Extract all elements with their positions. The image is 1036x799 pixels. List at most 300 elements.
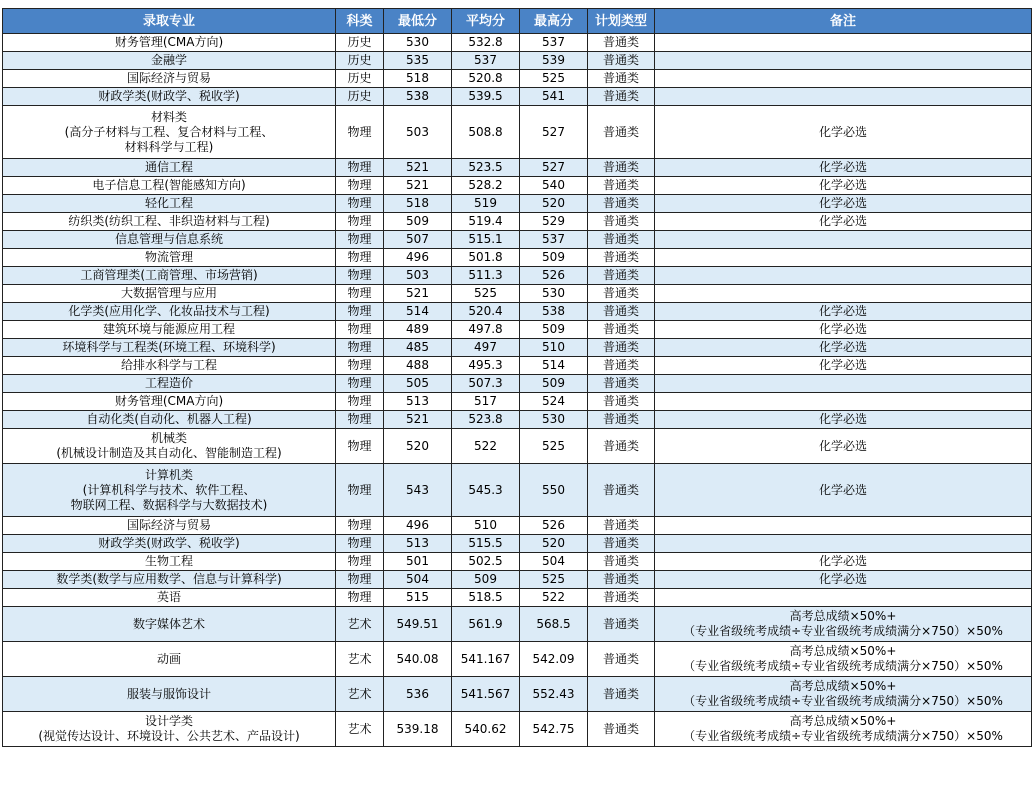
max-score-cell-text: 537: [542, 232, 565, 246]
plan-type-cell: [588, 303, 655, 321]
avg-score-cell-text: 510: [474, 518, 497, 532]
max-score-cell: [520, 159, 588, 177]
note-cell: [655, 231, 1032, 249]
plan-type-cell: [588, 411, 655, 429]
note-cell: [655, 177, 1032, 195]
table-row: [3, 411, 1032, 429]
major-cell: [3, 70, 336, 88]
note-cell: [655, 375, 1032, 393]
table-row: [3, 712, 1032, 747]
plan-type-cell: [588, 267, 655, 285]
major-cell-text: 动画: [156, 651, 181, 666]
major-cell-text: 数字媒体艺术: [132, 616, 205, 631]
min-score-cell-text: 539.18: [396, 721, 439, 736]
avg-score-cell-text: 518.5: [468, 590, 503, 604]
plan-type-cell-text: 普通类: [602, 214, 639, 228]
avg-score-cell: [452, 213, 520, 231]
category-cell: [336, 70, 384, 88]
max-score-cell: [520, 321, 588, 339]
avg-score-cell-text: 509: [474, 572, 497, 586]
table-row: [3, 303, 1032, 321]
max-score-cell: [520, 642, 588, 677]
table-row: [3, 159, 1032, 177]
max-score-cell: [520, 411, 588, 429]
min-score-cell: [384, 231, 452, 249]
category-cell: [336, 607, 384, 642]
major-cell: [3, 34, 336, 52]
major-cell: [3, 642, 336, 677]
plan-type-cell-text: 普通类: [602, 178, 639, 192]
major-cell: [3, 677, 336, 712]
min-score-cell: [384, 553, 452, 571]
plan-type-cell-text: 普通类: [602, 590, 639, 604]
category-cell-text: 物理: [347, 376, 372, 390]
avg-score-cell-text: 528.2: [468, 178, 503, 192]
max-score-cell: [520, 88, 588, 106]
min-score-cell: [384, 52, 452, 70]
max-score-cell: [520, 267, 588, 285]
max-score-cell: [520, 106, 588, 159]
major-cell: [3, 393, 336, 411]
major-cell: [3, 607, 336, 642]
plan-type-cell: [588, 321, 655, 339]
max-score-cell-text: 526: [542, 518, 565, 532]
category-cell: [336, 571, 384, 589]
note-cell: [655, 393, 1032, 411]
plan-type-cell-text: 普通类: [602, 572, 639, 586]
note-cell: [655, 712, 1032, 747]
major-cell-text: 金融学: [150, 53, 187, 67]
note-cell: [655, 464, 1032, 517]
max-score-cell: [520, 375, 588, 393]
plan-type-cell: [588, 607, 655, 642]
max-score-cell-text: 525: [542, 71, 565, 85]
major-cell: [3, 429, 336, 464]
note-cell: [655, 213, 1032, 231]
major-cell-text: 国际经济与贸易: [126, 71, 211, 85]
note-cell-text: 化学必选: [818, 482, 867, 497]
max-score-cell-text: 514: [542, 358, 565, 372]
table-row: [3, 464, 1032, 517]
max-score-cell-text: 527: [542, 124, 565, 139]
category-cell-text: 历史: [347, 53, 372, 67]
avg-score-cell-text: 520.4: [468, 304, 503, 318]
note-cell: [655, 34, 1032, 52]
category-cell: [336, 464, 384, 517]
avg-score-cell: [452, 429, 520, 464]
major-cell-text: 英语: [156, 590, 181, 604]
max-score-cell-text: 540: [542, 178, 565, 192]
avg-score-cell-text: 502.5: [468, 554, 503, 568]
min-score-cell-text: 521: [406, 178, 429, 192]
min-score-cell: [384, 642, 452, 677]
max-score-cell-text: 522: [542, 590, 565, 604]
avg-score-cell-text: 541.567: [460, 686, 511, 701]
avg-score-cell: [452, 267, 520, 285]
min-score-cell-text: 488: [406, 358, 429, 372]
category-cell: [336, 285, 384, 303]
table-row: [3, 339, 1032, 357]
header-max-score: 最高分: [520, 9, 588, 34]
min-score-cell-text: 496: [406, 250, 429, 264]
table-row: [3, 517, 1032, 535]
major-cell-text: 财务管理(CMA方向): [114, 35, 224, 49]
header-avg-score: 平均分: [452, 9, 520, 34]
major-cell-text: 服装与服饰设计: [126, 686, 211, 701]
plan-type-cell: [588, 375, 655, 393]
major-cell: [3, 267, 336, 285]
min-score-cell: [384, 429, 452, 464]
table-row: [3, 553, 1032, 571]
max-score-cell: [520, 393, 588, 411]
major-cell-text: 电子信息工程(智能感知方向): [92, 178, 246, 192]
avg-score-cell: [452, 70, 520, 88]
table-row: [3, 677, 1032, 712]
min-score-cell: [384, 393, 452, 411]
category-cell-text: 物理: [347, 412, 372, 426]
major-cell-text: 数学类(数学与应用数学、信息与计算科学): [56, 572, 282, 586]
major-cell-text: 设计学类 (视觉传达设计、环境设计、公共艺术、产品设计): [38, 714, 300, 743]
category-cell: [336, 553, 384, 571]
min-score-cell-text: 496: [406, 518, 429, 532]
plan-type-cell: [588, 589, 655, 607]
avg-score-cell: [452, 589, 520, 607]
max-score-cell-text: 526: [542, 268, 565, 282]
category-cell-text: 物理: [347, 482, 372, 497]
avg-score-cell-text: 501.8: [468, 250, 503, 264]
note-cell-text: 化学必选: [818, 412, 867, 426]
max-score-cell: [520, 677, 588, 712]
table-row: [3, 571, 1032, 589]
max-score-cell-text: 568.5: [536, 616, 571, 631]
category-cell: [336, 517, 384, 535]
note-cell: [655, 195, 1032, 213]
category-cell: [336, 303, 384, 321]
plan-type-cell-text: 普通类: [602, 376, 639, 390]
plan-type-cell-text: 普通类: [602, 35, 639, 49]
note-cell-text: 高考总成绩×50%+ （专业省级统考成绩÷专业省级统考成绩满分×750）×50%: [683, 714, 1003, 743]
max-score-cell: [520, 303, 588, 321]
note-cell-text: 化学必选: [818, 340, 867, 354]
plan-type-cell-text: 普通类: [602, 268, 639, 282]
plan-type-cell: [588, 249, 655, 267]
category-cell: [336, 106, 384, 159]
major-cell: [3, 571, 336, 589]
avg-score-cell: [452, 607, 520, 642]
avg-score-cell: [452, 177, 520, 195]
min-score-cell-text: 504: [406, 572, 429, 586]
avg-score-cell: [452, 321, 520, 339]
category-cell: [336, 642, 384, 677]
major-cell-text: 财务管理(CMA方向): [114, 394, 224, 408]
min-score-cell: [384, 177, 452, 195]
plan-type-cell-text: 普通类: [602, 438, 639, 453]
min-score-cell-text: 538: [406, 89, 429, 103]
plan-type-cell-text: 普通类: [602, 536, 639, 550]
min-score-cell: [384, 535, 452, 553]
header-plan-type: 计划类型: [588, 9, 655, 34]
major-cell: [3, 285, 336, 303]
min-score-cell-text: 520: [406, 438, 429, 453]
min-score-cell-text: 507: [406, 232, 429, 246]
min-score-cell-text: 521: [406, 160, 429, 174]
avg-score-cell-text: 508.8: [468, 124, 503, 139]
min-score-cell-text: 489: [406, 322, 429, 336]
major-cell-text: 给排水科学与工程: [120, 358, 217, 372]
table-row: [3, 213, 1032, 231]
major-cell: [3, 106, 336, 159]
plan-type-cell: [588, 285, 655, 303]
category-cell: [336, 195, 384, 213]
min-score-cell: [384, 464, 452, 517]
header-category: 科类: [336, 9, 384, 34]
plan-type-cell-text: 普通类: [602, 232, 639, 246]
major-cell: [3, 553, 336, 571]
plan-type-cell: [588, 159, 655, 177]
avg-score-cell: [452, 357, 520, 375]
min-score-cell-text: 536: [406, 686, 429, 701]
major-cell-text: 财政学类(财政学、税收学): [98, 89, 240, 103]
table-row: [3, 429, 1032, 464]
avg-score-cell: [452, 88, 520, 106]
min-score-cell-text: 503: [406, 124, 429, 139]
category-cell: [336, 159, 384, 177]
plan-type-cell-text: 普通类: [602, 554, 639, 568]
table-header-row: [3, 9, 1032, 34]
avg-score-cell: [452, 571, 520, 589]
min-score-cell: [384, 249, 452, 267]
table-row: [3, 195, 1032, 213]
avg-score-cell: [452, 34, 520, 52]
max-score-cell: [520, 339, 588, 357]
plan-type-cell-text: 普通类: [602, 124, 639, 139]
plan-type-cell: [588, 52, 655, 70]
min-score-cell: [384, 677, 452, 712]
note-cell: [655, 517, 1032, 535]
category-cell: [336, 34, 384, 52]
category-cell-text: 物理: [347, 590, 372, 604]
major-cell-text: 信息管理与信息系统: [114, 232, 223, 246]
category-cell-text: 艺术: [347, 651, 372, 666]
avg-score-cell-text: 497.8: [468, 322, 503, 336]
note-cell-text: 化学必选: [818, 572, 867, 586]
max-score-cell: [520, 231, 588, 249]
plan-type-cell: [588, 571, 655, 589]
min-score-cell: [384, 159, 452, 177]
note-cell-text: 化学必选: [818, 124, 867, 139]
avg-score-cell-text: 507.3: [468, 376, 503, 390]
min-score-cell: [384, 339, 452, 357]
avg-score-cell: [452, 195, 520, 213]
avg-score-cell: [452, 231, 520, 249]
major-cell: [3, 411, 336, 429]
min-score-cell: [384, 375, 452, 393]
plan-type-cell: [588, 464, 655, 517]
min-score-cell-text: 518: [406, 196, 429, 210]
note-cell: [655, 553, 1032, 571]
major-cell-text: 大数据管理与应用: [120, 286, 217, 300]
major-cell: [3, 339, 336, 357]
category-cell-text: 物理: [347, 160, 372, 174]
avg-score-cell-text: 539.5: [468, 89, 503, 103]
plan-type-cell: [588, 88, 655, 106]
major-cell-text: 自动化类(自动化、机器人工程): [86, 412, 252, 426]
max-score-cell-text: 541: [542, 89, 565, 103]
admission-score-table: [2, 8, 1032, 747]
avg-score-cell: [452, 339, 520, 357]
category-cell: [336, 429, 384, 464]
plan-type-cell: [588, 712, 655, 747]
max-score-cell: [520, 589, 588, 607]
max-score-cell-text: 509: [542, 322, 565, 336]
category-cell-text: 物理: [347, 214, 372, 228]
major-cell-text: 环境科学与工程类(环境工程、环境科学): [62, 340, 276, 354]
major-cell: [3, 213, 336, 231]
avg-score-cell: [452, 535, 520, 553]
category-cell-text: 物理: [347, 438, 372, 453]
category-cell: [336, 535, 384, 553]
category-cell: [336, 393, 384, 411]
avg-score-cell-text: 517: [474, 394, 497, 408]
max-score-cell-text: 539: [542, 53, 565, 67]
table-row: [3, 177, 1032, 195]
max-score-cell-text: 504: [542, 554, 565, 568]
avg-score-cell-text: 541.167: [460, 651, 511, 666]
max-score-cell-text: 509: [542, 250, 565, 264]
plan-type-cell: [588, 177, 655, 195]
plan-type-cell-text: 普通类: [602, 482, 639, 497]
avg-score-cell: [452, 249, 520, 267]
category-cell-text: 物理: [347, 554, 372, 568]
note-cell: [655, 106, 1032, 159]
avg-score-cell-text: 515.1: [468, 232, 503, 246]
max-score-cell: [520, 571, 588, 589]
major-cell: [3, 231, 336, 249]
plan-type-cell-text: 普通类: [602, 89, 639, 103]
min-score-cell-text: 540.08: [396, 651, 439, 666]
table-row: [3, 535, 1032, 553]
category-cell-text: 历史: [347, 35, 372, 49]
note-cell: [655, 642, 1032, 677]
category-cell-text: 物理: [347, 232, 372, 246]
avg-score-cell: [452, 677, 520, 712]
plan-type-cell: [588, 34, 655, 52]
note-cell: [655, 249, 1032, 267]
max-score-cell: [520, 429, 588, 464]
min-score-cell: [384, 712, 452, 747]
plan-type-cell: [588, 195, 655, 213]
major-cell-text: 纺织类(纺织工程、非织造材料与工程): [68, 214, 270, 228]
note-cell-text: 高考总成绩×50%+ （专业省级统考成绩÷专业省级统考成绩满分×750）×50%: [683, 679, 1003, 708]
category-cell-text: 历史: [347, 71, 372, 85]
category-cell-text: 物理: [347, 268, 372, 282]
category-cell-text: 艺术: [347, 721, 372, 736]
max-score-cell: [520, 285, 588, 303]
max-score-cell-text: 537: [542, 35, 565, 49]
note-cell: [655, 52, 1032, 70]
min-score-cell: [384, 607, 452, 642]
category-cell-text: 物理: [347, 358, 372, 372]
table-row: [3, 285, 1032, 303]
category-cell-text: 艺术: [347, 616, 372, 631]
max-score-cell-text: 510: [542, 340, 565, 354]
avg-score-cell-text: 522: [474, 438, 497, 453]
major-cell: [3, 357, 336, 375]
category-cell: [336, 712, 384, 747]
avg-score-cell: [452, 159, 520, 177]
note-cell: [655, 677, 1032, 712]
category-cell: [336, 357, 384, 375]
table-row: [3, 393, 1032, 411]
table-row: [3, 106, 1032, 159]
max-score-cell-text: 525: [542, 438, 565, 453]
min-score-cell-text: 513: [406, 536, 429, 550]
major-cell-text: 建筑环境与能源应用工程: [102, 322, 235, 336]
major-cell-text: 工商管理类(工商管理、市场营销): [80, 268, 258, 282]
min-score-cell-text: 505: [406, 376, 429, 390]
plan-type-cell-text: 普通类: [602, 250, 639, 264]
plan-type-cell-text: 普通类: [602, 322, 639, 336]
max-score-cell: [520, 70, 588, 88]
max-score-cell: [520, 195, 588, 213]
min-score-cell: [384, 88, 452, 106]
major-cell-text: 机械类 (机械设计制造及其自动化、智能制造工程): [56, 431, 282, 460]
category-cell: [336, 677, 384, 712]
max-score-cell: [520, 517, 588, 535]
min-score-cell: [384, 106, 452, 159]
avg-score-cell-text: 495.3: [468, 358, 503, 372]
category-cell: [336, 589, 384, 607]
major-cell-text: 计算机类 (计算机科学与技术、软件工程、 物联网工程、数据科学与大数据技术): [70, 467, 268, 512]
avg-score-cell-text: 515.5: [468, 536, 503, 550]
table-row: [3, 249, 1032, 267]
major-cell-text: 通信工程: [144, 160, 193, 174]
note-cell-text: 化学必选: [818, 304, 867, 318]
min-score-cell-text: 521: [406, 412, 429, 426]
avg-score-cell-text: 520.8: [468, 71, 503, 85]
note-cell: [655, 589, 1032, 607]
note-cell-text: 化学必选: [818, 196, 867, 210]
category-cell-text: 物理: [347, 394, 372, 408]
category-cell: [336, 411, 384, 429]
max-score-cell-text: 520: [542, 536, 565, 550]
category-cell-text: 物理: [347, 322, 372, 336]
major-cell: [3, 712, 336, 747]
min-score-cell: [384, 195, 452, 213]
min-score-cell-text: 515: [406, 590, 429, 604]
avg-score-cell: [452, 375, 520, 393]
table-row: [3, 607, 1032, 642]
table-row: [3, 88, 1032, 106]
max-score-cell-text: 530: [542, 286, 565, 300]
avg-score-cell-text: 545.3: [468, 482, 503, 497]
max-score-cell: [520, 607, 588, 642]
plan-type-cell-text: 普通类: [602, 651, 639, 666]
note-cell: [655, 159, 1032, 177]
min-score-cell: [384, 303, 452, 321]
plan-type-cell: [588, 231, 655, 249]
min-score-cell-text: 535: [406, 53, 429, 67]
avg-score-cell: [452, 642, 520, 677]
plan-type-cell: [588, 106, 655, 159]
avg-score-cell-text: 497: [474, 340, 497, 354]
plan-type-cell: [588, 677, 655, 712]
min-score-cell: [384, 589, 452, 607]
max-score-cell: [520, 249, 588, 267]
max-score-cell: [520, 177, 588, 195]
min-score-cell-text: 521: [406, 286, 429, 300]
min-score-cell-text: 518: [406, 71, 429, 85]
